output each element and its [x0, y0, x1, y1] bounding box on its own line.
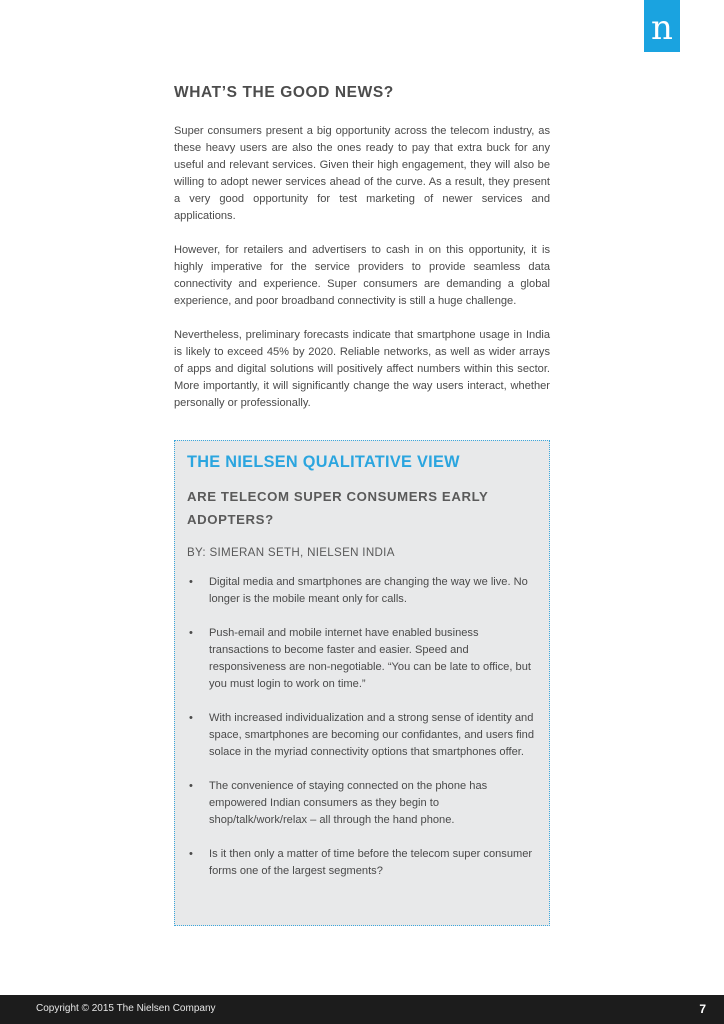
page-footer: [0, 995, 724, 1024]
bullet-item: [187, 846, 535, 880]
bullet-marker: •: [189, 780, 193, 792]
bullet-item: [187, 710, 535, 761]
bullet-text: Digital media and smartphones are changing the way we live. No longer is the mobile meant only for calls.: [209, 576, 528, 605]
box-title: THE NIELSEN QUALITATIVE VIEW: [187, 453, 460, 471]
box-subtitle: ARE TELECOM SUPER CONSUMERS EARLY ADOPTERS?: [187, 489, 489, 527]
bullet-text: Push-email and mobile internet have enabled business transactions to become faster and easier. Speed and responsiveness are non-negotiable. “You can be late to office, but you must login to work on time.”: [209, 627, 531, 690]
bullet-text: Is it then only a matter of time before the telecom super consumer forms one of the largest segments?: [209, 848, 533, 877]
bullet-marker: •: [189, 712, 193, 724]
bullet-marker: •: [189, 576, 193, 588]
bullet-marker: •: [189, 848, 193, 860]
paragraph-1: Super consumers present a big opportunity across the telecom industry, as these heavy users are also the ones ready to pay that extra buck for any useful and relevant services. Given their high engagement, they will also be willing to adopt newer services ahead of the curve. As a result, they present a very good opportunity for test marketing of newer services and applications.: [174, 125, 550, 222]
bullet-text: With increased individualization and a strong sense of identity and space, smartphones are becoming our confidantes, and users find solace in the myriad connectivity options that smartphones offer.: [209, 712, 534, 758]
paragraph-2: However, for retailers and advertisers to cash in on this opportunity, it is highly imperative for the service providers to provide seamless data connectivity and experience. Super consumers are demanding a global experience, and poor broadband connectivity is still a huge challenge.: [174, 244, 550, 307]
section-heading: WHAT’S THE GOOD NEWS?: [174, 84, 394, 101]
copyright-text: Copyright © 2015 The Nielsen Company: [36, 1003, 216, 1014]
bullet-marker: •: [189, 627, 193, 639]
paragraph-3: Nevertheless, preliminary forecasts indicate that smartphone usage in India is likely to exceed 45% by 2020. Reliable networks, as well as wider arrays of apps and digital solutions will positively affect numbers within this sector. More importantly, it will significantly change the way users interact, whether personally or professionally.: [174, 329, 550, 409]
bullet-item: [187, 778, 535, 829]
bullet-item: [187, 574, 535, 608]
logo-glyph: n: [651, 8, 673, 48]
bullet-list: [187, 574, 535, 880]
page-number: 7: [699, 1002, 706, 1016]
byline: BY: SIMERAN SETH, NIELSEN INDIA: [187, 546, 395, 559]
main-content: [174, 84, 550, 429]
bullet-item: [187, 625, 535, 693]
qualitative-view-box: [174, 440, 550, 926]
bullet-text: The convenience of staying connected on the phone has empowered Indian consumers as they begin to shop/talk/work/relax – all through the hand phone.: [209, 780, 488, 826]
nielsen-logo: [644, 0, 680, 52]
